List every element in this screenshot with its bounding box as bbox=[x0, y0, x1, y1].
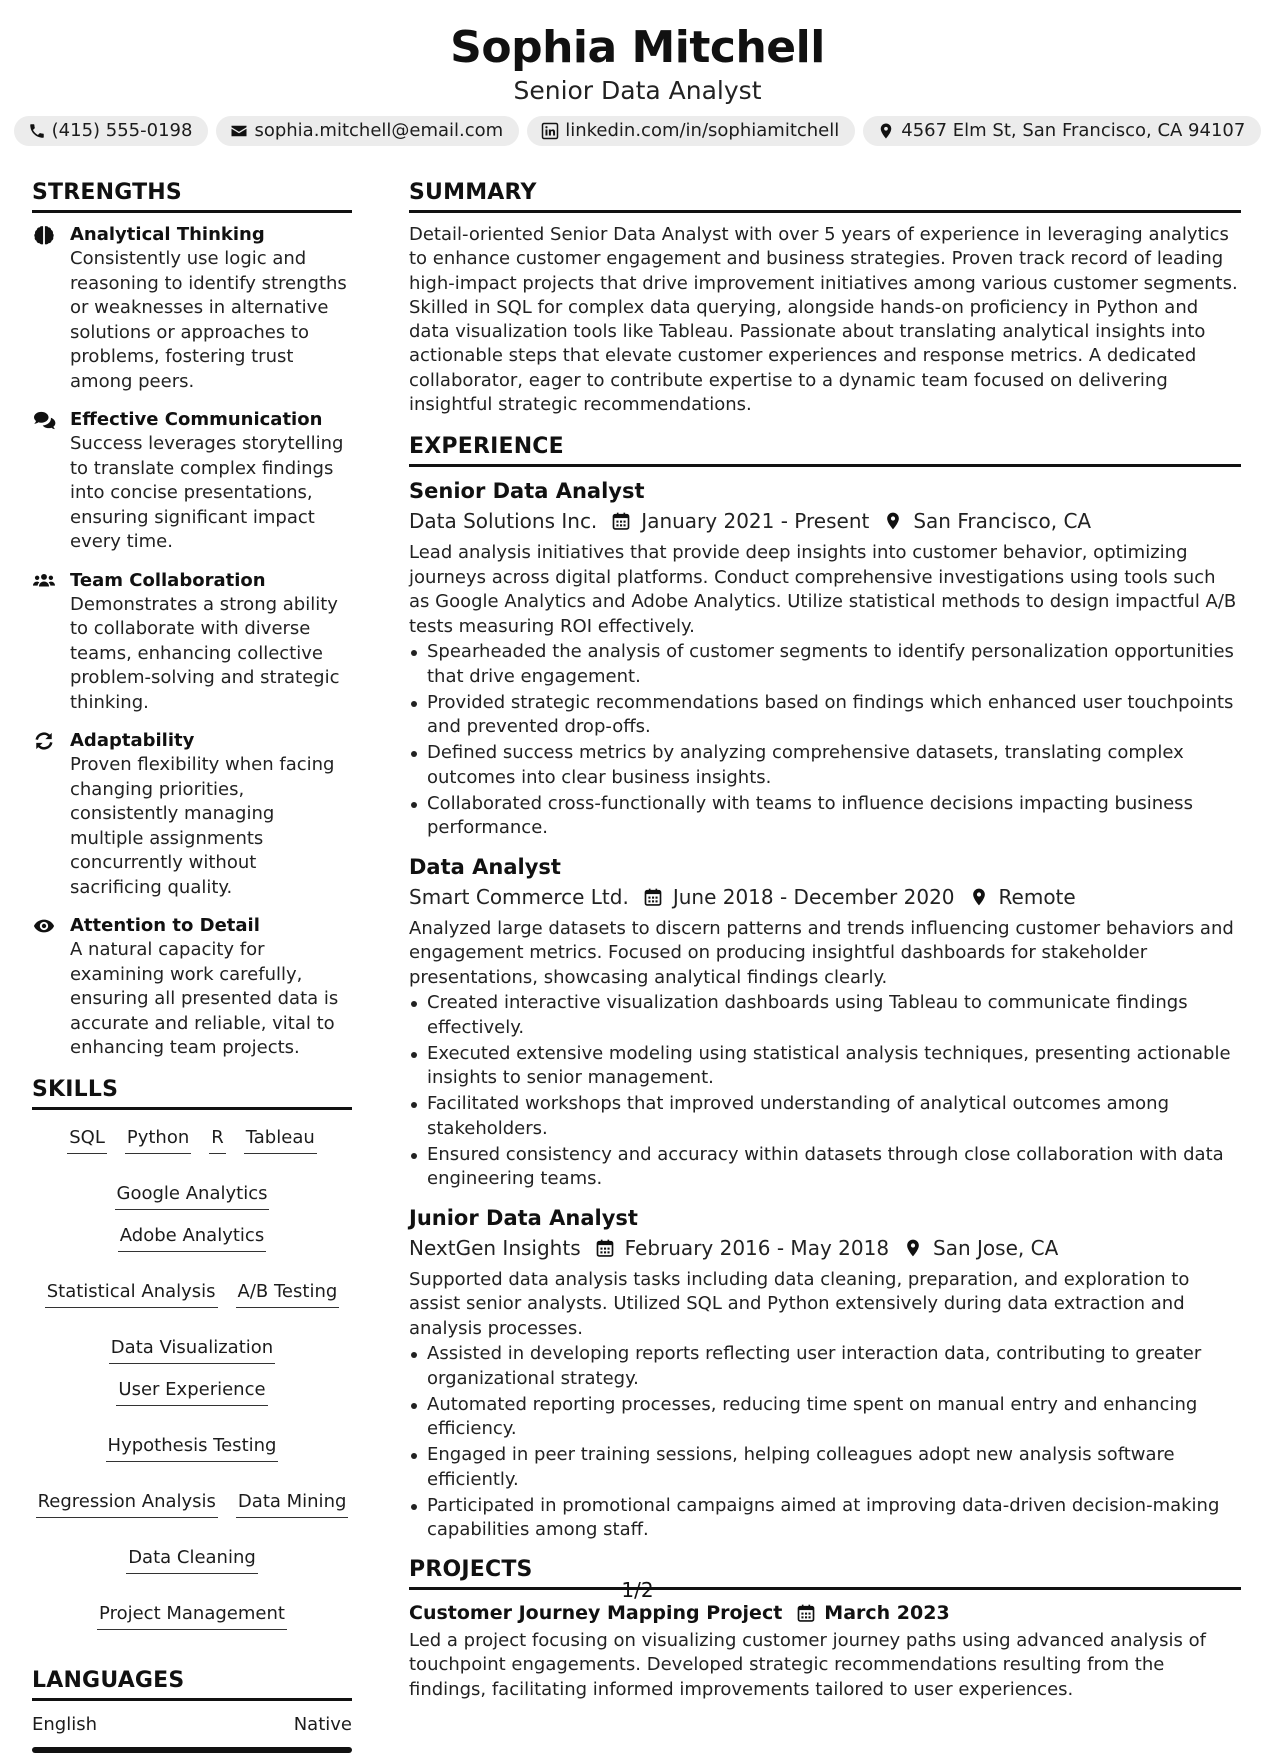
strengths-heading: STRENGTHS bbox=[32, 178, 352, 213]
strength-item bbox=[32, 408, 352, 555]
project-entry bbox=[409, 1600, 1241, 1703]
strength-item bbox=[32, 569, 352, 716]
calendar-icon bbox=[643, 887, 663, 907]
users-icon bbox=[32, 570, 56, 592]
language-proficiency-bar bbox=[32, 1747, 352, 1753]
sync-icon bbox=[32, 730, 56, 752]
skill-tag: A/B Testing bbox=[236, 1280, 340, 1308]
bullet-item: Participated in promotional campaigns aimed at improving data-driven decision-making capabilities among staff. bbox=[409, 1494, 1241, 1543]
job-description: Analyzed large datasets to discern patterns and trends influencing customer behaviors and engagement metrics. Focused on producing insightful dashboards for stakeholder presentations, showcasing analytical findings clearly. bbox=[409, 917, 1234, 988]
job-title: Junior Data Analyst bbox=[409, 1205, 638, 1230]
comments-icon bbox=[32, 409, 56, 431]
strength-title: Analytical Thinking bbox=[70, 224, 265, 245]
project-description: Led a project focusing on visualizing customer journey paths using advanced analysis of touchpoint engagements. Developed strategic recommendations resulting from the findings, facilitating informed improvements tailored to user experiences. bbox=[409, 1629, 1206, 1700]
skill-tag: Data Cleaning bbox=[126, 1546, 258, 1574]
phone-text: (415) 555-0198 bbox=[51, 120, 193, 141]
eye-icon bbox=[32, 915, 56, 937]
project-title-row bbox=[409, 1600, 1241, 1626]
brain-icon bbox=[32, 224, 56, 246]
job-company: Smart Commerce Ltd. bbox=[409, 884, 629, 909]
skills-list bbox=[32, 1120, 352, 1640]
job-company: NextGen Insights bbox=[409, 1235, 581, 1260]
job-location: San Francisco, CA bbox=[913, 509, 1092, 534]
skill-tag: Statistical Analysis bbox=[45, 1280, 218, 1308]
contact-phone[interactable] bbox=[14, 116, 209, 146]
language-name: English bbox=[32, 1713, 97, 1735]
job-bullets bbox=[409, 1342, 1241, 1543]
skill-tag: R bbox=[209, 1126, 226, 1154]
calendar-icon bbox=[595, 1238, 615, 1258]
bullet-item: Created interactive visualization dashboards using Tableau to communicate findings effectively. bbox=[409, 991, 1241, 1040]
right-column bbox=[409, 178, 1241, 1702]
bullet-item: Spearheaded the analysis of customer segments to identify personalization opportunities that drive engagement. bbox=[409, 640, 1241, 689]
strength-desc: Success leverages storytelling to translate complex findings into concise presentations, ensuring significant impact every time. bbox=[70, 433, 344, 552]
candidate-name: Sophia Mitchell bbox=[450, 22, 825, 73]
skill-tag: Data Mining bbox=[236, 1490, 348, 1518]
calendar-icon bbox=[611, 511, 631, 531]
skill-tag: Hypothesis Testing bbox=[106, 1434, 279, 1462]
calendar-icon bbox=[796, 1603, 816, 1623]
job-company: Data Solutions Inc. bbox=[409, 509, 598, 534]
job-dates: June 2018 - December 2020 bbox=[672, 884, 955, 909]
summary-text: Detail-oriented Senior Data Analyst with over 5 years of experience in leveraging analytics to enhance customer engagement and business strategies. Proven track record of leading high-impact projects that drive improvement initiatives among various customer segments. Skilled in SQL for complex data querying, alongside hands-on proficiency in Python and data visualization tools like Tableau. Passionate about translating analytical insights into actionable steps that elevate customer experiences and response metrics. A dedicated collaborator, eager to contribute expertise to a dynamic team focused on delivering insightful strategic recommendations. bbox=[409, 224, 1238, 416]
skill-tag: Google Analytics bbox=[115, 1182, 270, 1210]
languages-heading: LANGUAGES bbox=[32, 1666, 352, 1701]
bullet-item: Facilitated workshops that improved understanding of analytical outcomes among stakeholders. bbox=[409, 1092, 1241, 1141]
address-text: 4567 Elm St, San Francisco, CA 94107 bbox=[901, 120, 1246, 141]
job-meta bbox=[409, 1234, 1241, 1262]
projects-heading: PROJECTS bbox=[409, 1555, 1241, 1590]
job-description: Lead analysis initiatives that provide deep insights into customer behavior, optimizing journeys across digital platforms. Conduct comprehensive investigations using tools such as Google Analytics and Adobe Analytics. Utilize statistical methods to design impactful A/B tests measuring ROI effectively. bbox=[409, 542, 1237, 637]
job-dates: February 2016 - May 2018 bbox=[624, 1235, 890, 1260]
bullet-item: Automated reporting processes, reducing time spent on manual entry and enhancing efficiency. bbox=[409, 1393, 1241, 1442]
left-column bbox=[32, 178, 352, 1753]
strength-item bbox=[32, 729, 352, 900]
page-number: 1/2 bbox=[621, 1578, 654, 1602]
bullet-item: Provided strategic recommendations based on findings which enhanced user touchpoints and prevented drop-offs. bbox=[409, 691, 1241, 740]
strength-item bbox=[32, 223, 352, 394]
language-level: Native bbox=[293, 1713, 352, 1735]
skill-tag: SQL bbox=[67, 1126, 107, 1154]
job-entry bbox=[409, 477, 1241, 841]
bullet-item: Collaborated cross-functionally with teams to influence decisions impacting business performance. bbox=[409, 792, 1241, 841]
job-title: Data Analyst bbox=[409, 854, 561, 879]
language-row bbox=[32, 1713, 352, 1737]
job-dates: January 2021 - Present bbox=[641, 509, 870, 534]
bullet-item: Defined success metrics by analyzing comprehensive datasets, translating complex outcomes into clear business insights. bbox=[409, 741, 1241, 790]
candidate-title: Senior Data Analyst bbox=[513, 76, 762, 105]
linkedin-text: linkedin.com/in/sophiamitchell bbox=[565, 120, 840, 141]
skill-tag: Project Management bbox=[97, 1602, 287, 1630]
skills-heading: SKILLS bbox=[32, 1075, 352, 1110]
map-pin-icon bbox=[877, 122, 895, 140]
skill-tag: Python bbox=[125, 1126, 191, 1154]
job-title: Senior Data Analyst bbox=[409, 479, 645, 504]
strength-desc: Demonstrates a strong ability to collaborate with diverse teams, enhancing collective problem-solving and strategic thinking. bbox=[70, 593, 340, 713]
job-description: Supported data analysis tasks including data cleaning, preparation, and exploration to assist senior analysts. Utilized SQL and Python extensively during data extraction and analysis processes. bbox=[409, 1268, 1190, 1339]
job-location: Remote bbox=[998, 884, 1076, 909]
strength-item bbox=[32, 914, 352, 1061]
bullet-item: Executed extensive modeling using statistical analysis techniques, presenting actionable insights to senior management. bbox=[409, 1042, 1241, 1091]
bullet-item: Ensured consistency and accuracy within datasets through close collaboration with data engineering teams. bbox=[409, 1143, 1241, 1192]
contact-email[interactable] bbox=[216, 116, 519, 146]
bullet-item: Assisted in developing reports reflecting user interaction data, contributing to greater organizational strategy. bbox=[409, 1342, 1241, 1391]
skill-tag: Data Visualization bbox=[109, 1336, 275, 1364]
email-text: sophia.mitchell@email.com bbox=[254, 120, 504, 141]
strength-title: Team Collaboration bbox=[70, 569, 266, 591]
strength-title: Attention to Detail bbox=[70, 915, 260, 936]
bullet-item: Engaged in peer training sessions, helping colleagues adopt new analysis software efficiently. bbox=[409, 1443, 1241, 1492]
job-entry bbox=[409, 853, 1241, 1192]
linkedin-icon bbox=[541, 122, 559, 140]
resume-header bbox=[0, 22, 1275, 146]
map-pin-icon bbox=[969, 887, 989, 907]
job-bullets bbox=[409, 640, 1241, 841]
project-title: Customer Journey Mapping Project bbox=[409, 1601, 783, 1624]
job-location: San Jose, CA bbox=[933, 1235, 1059, 1260]
strength-desc: Proven flexibility when facing changing priorities, consistently managing multiple assignments concurrently without sacrificing quality. bbox=[70, 754, 335, 898]
skill-tag: Tableau bbox=[244, 1126, 317, 1154]
contact-address[interactable] bbox=[863, 116, 1261, 146]
envelope-icon bbox=[230, 122, 248, 140]
strength-title: Adaptability bbox=[70, 730, 195, 751]
project-date: March 2023 bbox=[824, 1601, 950, 1624]
skill-tag: Regression Analysis bbox=[36, 1490, 218, 1518]
strength-title: Effective Communication bbox=[70, 409, 323, 430]
experience-heading: EXPERIENCE bbox=[409, 432, 1241, 467]
map-pin-icon bbox=[903, 1238, 923, 1258]
skill-tag: Adobe Analytics bbox=[118, 1224, 266, 1252]
contact-bar bbox=[0, 116, 1275, 146]
map-pin-icon bbox=[883, 511, 903, 531]
strength-desc: Consistently use logic and reasoning to identify strengths or weaknesses in alternative solutions or approaches to problems, fostering trust among peers. bbox=[70, 248, 347, 392]
job-meta bbox=[409, 507, 1241, 535]
contact-linkedin[interactable] bbox=[527, 116, 855, 146]
summary-heading: SUMMARY bbox=[409, 178, 1241, 213]
skill-tag: User Experience bbox=[116, 1378, 267, 1406]
phone-icon bbox=[28, 122, 46, 140]
strength-desc: A natural capacity for examining work carefully, ensuring all presented data is accurate and reliable, vital to enhancing team projects. bbox=[70, 939, 339, 1058]
job-bullets bbox=[409, 991, 1241, 1192]
job-entry bbox=[409, 1204, 1241, 1543]
job-meta bbox=[409, 883, 1241, 911]
